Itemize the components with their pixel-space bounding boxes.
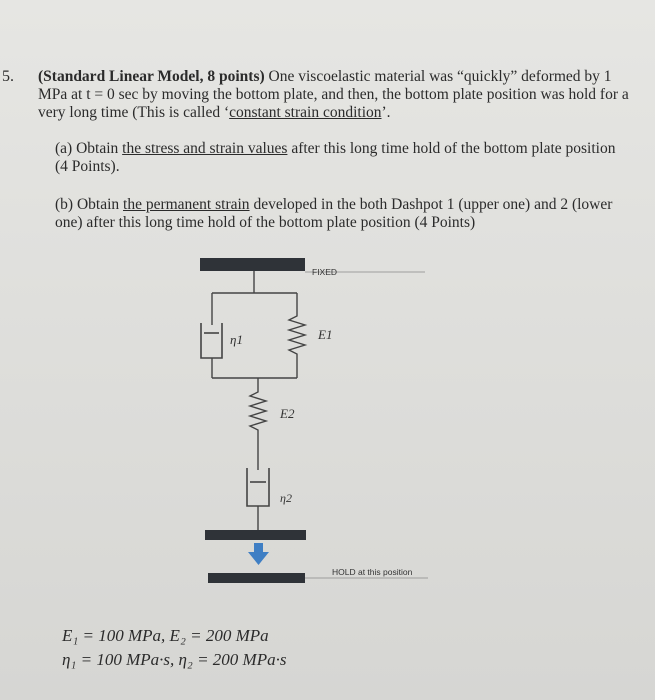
intro-end: ’. (381, 104, 391, 121)
dashpot-2 (247, 468, 269, 530)
part-a-emphasis: the stress and strain values (122, 140, 288, 157)
fixed-label: FIXED (312, 267, 338, 277)
part-b-line-2: one) after this long time hold of the bottom plate position (4 Points) (55, 214, 476, 231)
part-a-prefix: (a) Obtain (55, 140, 123, 157)
part-b-emphasis: the permanent strain (123, 196, 250, 213)
problem-title: (Standard Linear Model, 8 points) (38, 68, 265, 85)
moving-plate (205, 530, 306, 540)
fixed-top-plate (200, 258, 305, 271)
e1-label: E1 (318, 327, 333, 342)
intro-line-1: One viscoelastic material was “quickly” deformed by 1 (268, 68, 612, 85)
given-viscosities: η₁ = 100 MPa·s, η₂ = 200 MPa·s (62, 650, 287, 669)
down-arrow-icon (248, 543, 269, 565)
intro-line-3: a very long time (This is called ‘ (38, 86, 629, 121)
constant-strain-condition: constant strain condition (229, 104, 382, 121)
spring-e2 (250, 378, 266, 470)
given-moduli: E₁ = 100 MPa, E₂ = 200 MPa (62, 626, 269, 645)
part-a-suffix: after this long time hold of the bottom plate position (287, 140, 616, 157)
hold-bottom-plate (208, 573, 305, 583)
problem-number: 5. (2, 68, 14, 85)
eta2-label: η2 (280, 491, 292, 505)
dashpot-1 (201, 293, 222, 378)
part-a-points: (4 Points). (55, 158, 120, 175)
eta1-label: η1 (230, 332, 243, 347)
intro-line-2: MPa at t = 0 sec by moving the bottom plate, and then, the bottom plate position was hold for (38, 86, 619, 103)
part-b-suffix: developed in the both Dashpot 1 (upper one) and 2 (lower (249, 196, 613, 213)
e2-label: E2 (280, 406, 295, 421)
spring-e1 (289, 293, 305, 378)
hold-label: HOLD at this position (332, 567, 413, 577)
part-b-prefix: (b) Obtain (55, 196, 124, 213)
